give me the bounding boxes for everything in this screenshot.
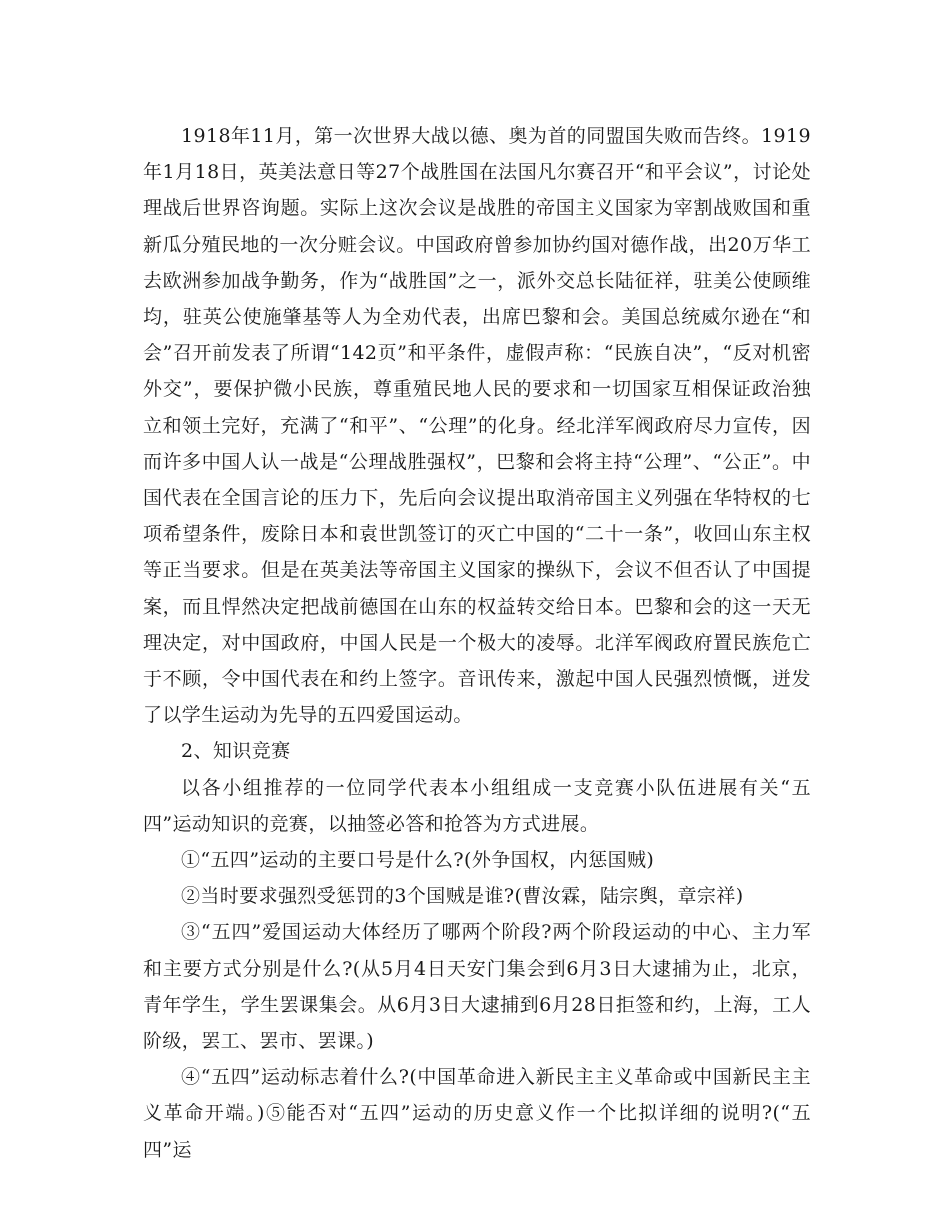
- question-2: ②当时要求强烈受惩罚的3个国贼是谁?(曹汝霖，陆宗舆，章宗祥): [181, 885, 744, 908]
- question-4-and-5: ④“五四”运动标志着什么?(中国革命进入新民主主义革命或中国新民主主义革命开端。)⑤能否对“五四”运动的历史意义作一个比拟详细的说明?(“五四”运: [143, 1066, 811, 1161]
- question-1: ①“五四”运动的主要口号是什么?(外争国权，内惩国贼): [181, 849, 655, 872]
- section-heading-knowledge-contest: 2、知识竞赛: [181, 740, 291, 763]
- document-body: [143, 118, 811, 1168]
- paragraph-contest-rules: 以各小组推荐的一位同学代表本小组组成一支竞赛小队伍进展有关“五四”运动知识的竞赛，以抽签必答和抢答为方式进展。: [143, 776, 811, 835]
- question-3: ③“五四”爱国运动大体经历了哪两个阶段?两个阶段运动的中心、主力军和主要方式分别是什么?(从5月4日天安门集会到6月3日大逮捕为止，北京，青年学生，学生罢课集会。从6月3日大逮捕到6月28日拒签和约，上海，工人阶级，罢工、罢市、罢课。): [143, 921, 811, 1053]
- paragraph-paris-peace-conference: 1918年11月，第一次世界大战以德、奥为首的同盟国失败而告终。1919年1月18日，英美法意日等27个战胜国在法国凡尔赛召开“和平会议”，讨论处理战后世界咨询题。实际上这次会议是战胜的帝国主义国家为宰割战败国和重新瓜分殖民地的一次分赃会议。中国政府曾参加协约国对德作战，出20万华工去欧洲参加战争勤务，作为“战胜国”之一，派外交总长陆征祥，驻美公使顾维均，驻英公使施肇基等人为全劝代表，出席巴黎和会。美国总统威尔逊在“和会”召开前发表了所谓“142页”和平条件，虚假声称：“民族自决”，“反对机密外交”，要保护微小民族，尊重殖民地人民的要求和一切国家互相保证政治独立和领土完好，充满了“和平”、“公理”的化身。经北洋军阀政府尽力宣传，因而许多中国人认一战是“公理战胜强权”，巴黎和会将主持“公理”、“公正”。中国代表在全国言论的压力下，先后向会议提出取消帝国主义列强在华特权的七项希望条件，废除日本和袁世凯签订的灭亡中国的“二十一条”，收回山东主权等正当要求。但是在英美法等帝国主义国家的操纵下，会议不但否认了中国提案，而且悍然决定把战前德国在山东的权益转交给日本。巴黎和会的这一天无理决定，对中国政府，中国人民是一个极大的凌辱。北洋军阀政府置民族危亡于不顾，令中国代表在和约上签字。音讯传来，激起中国人民强烈愤慨，迸发了以学生运动为先导的五四爱国运动。: [143, 125, 811, 727]
